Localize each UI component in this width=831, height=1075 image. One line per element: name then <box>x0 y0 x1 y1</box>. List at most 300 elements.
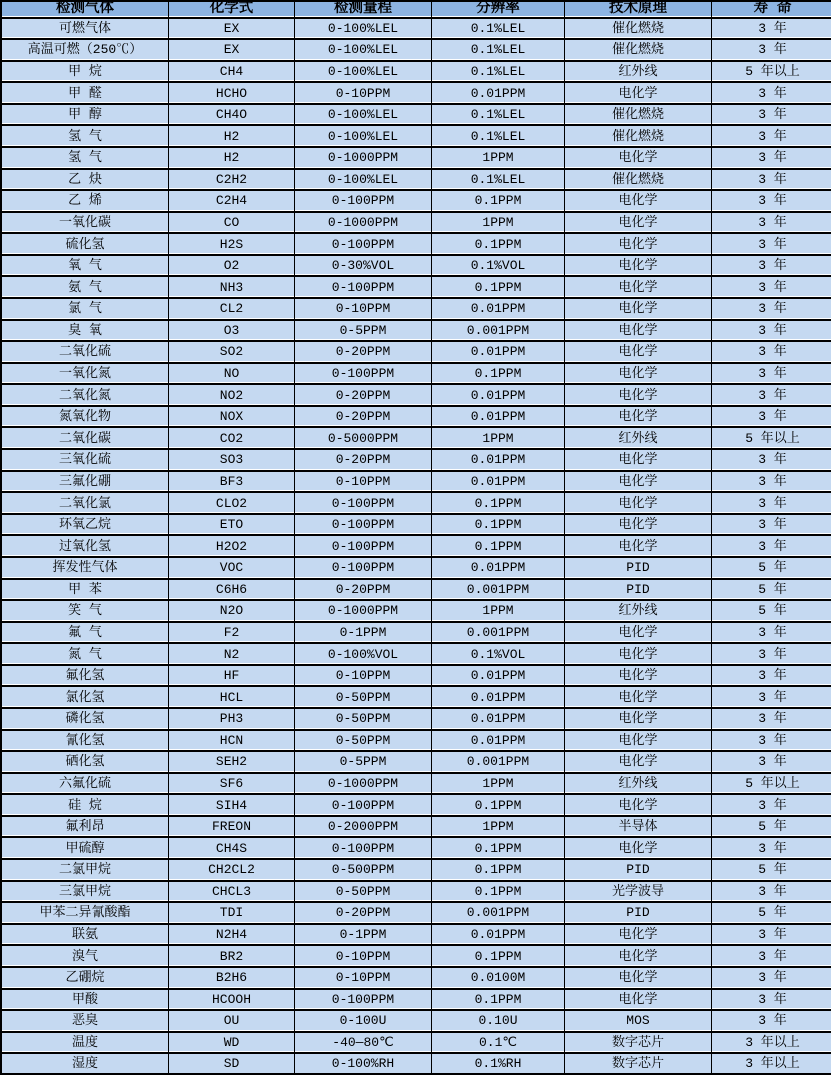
cell-gas-name: 六氟化硫 <box>2 774 169 796</box>
cell-resolution: 0.1PPM <box>432 493 565 515</box>
cell-detection-range: 0-50PPM <box>295 731 432 753</box>
cell-lifespan: 3 年 <box>712 299 831 321</box>
cell-technology: 电化学 <box>565 687 712 709</box>
cell-technology: 催化燃烧 <box>565 105 712 127</box>
cell-lifespan: 3 年 <box>712 321 831 343</box>
cell-resolution: 0.001PPM <box>432 623 565 645</box>
cell-lifespan: 3 年 <box>712 407 831 429</box>
table-row <box>2 126 831 148</box>
cell-chemical-formula: CH2CL2 <box>169 860 295 882</box>
table-row <box>2 364 831 386</box>
cell-detection-range: 0-100%LEL <box>295 170 432 192</box>
cell-lifespan: 3 年 <box>712 795 831 817</box>
cell-detection-range: 0-100PPM <box>295 795 432 817</box>
cell-technology: 电化学 <box>565 277 712 299</box>
cell-lifespan: 3 年 <box>712 385 831 407</box>
cell-lifespan: 3 年 <box>712 1011 831 1033</box>
column-header-gas-name: 检测气体 <box>2 2 169 19</box>
cell-technology: PID <box>565 860 712 882</box>
table-row <box>2 817 831 839</box>
cell-gas-name: 氮 气 <box>2 644 169 666</box>
cell-gas-name: 氨 气 <box>2 277 169 299</box>
cell-resolution: 0.1℃ <box>432 1033 565 1055</box>
cell-lifespan: 3 年 <box>712 990 831 1012</box>
cell-technology: 电化学 <box>565 364 712 386</box>
cell-chemical-formula: F2 <box>169 623 295 645</box>
cell-chemical-formula: CO <box>169 213 295 235</box>
cell-gas-name: 挥发性气体 <box>2 558 169 580</box>
cell-chemical-formula: EX <box>169 19 295 41</box>
cell-technology: 电化学 <box>565 213 712 235</box>
cell-chemical-formula: N2H4 <box>169 925 295 947</box>
cell-lifespan: 3 年 <box>712 666 831 688</box>
cell-gas-name: 氟化氢 <box>2 666 169 688</box>
cell-gas-name: 氢 气 <box>2 126 169 148</box>
cell-technology: 红外线 <box>565 62 712 84</box>
cell-lifespan: 3 年 <box>712 191 831 213</box>
table-row <box>2 1011 831 1033</box>
cell-detection-range: 0-100%LEL <box>295 40 432 62</box>
cell-detection-range: 0-10PPM <box>295 83 432 105</box>
table-row <box>2 40 831 62</box>
cell-resolution: 0.1%LEL <box>432 105 565 127</box>
cell-lifespan: 3 年 <box>712 213 831 235</box>
cell-lifespan: 3 年 <box>712 731 831 753</box>
cell-gas-name: 恶臭 <box>2 1011 169 1033</box>
cell-technology: 催化燃烧 <box>565 40 712 62</box>
cell-gas-name: 臭 氧 <box>2 321 169 343</box>
cell-lifespan: 3 年 <box>712 364 831 386</box>
cell-technology: 电化学 <box>565 299 712 321</box>
table-body <box>2 19 831 1074</box>
cell-resolution: 0.1PPM <box>432 234 565 256</box>
table-row <box>2 321 831 343</box>
cell-resolution: 0.01PPM <box>432 731 565 753</box>
cell-detection-range: 0-20PPM <box>295 342 432 364</box>
cell-resolution: 1PPM <box>432 148 565 170</box>
cell-chemical-formula: NH3 <box>169 277 295 299</box>
cell-chemical-formula: N2O <box>169 601 295 623</box>
cell-resolution: 0.1%LEL <box>432 40 565 62</box>
cell-chemical-formula: N2 <box>169 644 295 666</box>
table-row <box>2 731 831 753</box>
cell-chemical-formula: CH4O <box>169 105 295 127</box>
cell-chemical-formula: TDI <box>169 903 295 925</box>
column-header-detection-range: 检测量程 <box>295 2 432 19</box>
cell-chemical-formula: SO2 <box>169 342 295 364</box>
cell-detection-range: 0-10PPM <box>295 299 432 321</box>
cell-technology: PID <box>565 903 712 925</box>
cell-technology: 电化学 <box>565 990 712 1012</box>
table-row <box>2 256 831 278</box>
cell-resolution: 1PPM <box>432 428 565 450</box>
table-row <box>2 860 831 882</box>
cell-detection-range: -40—80℃ <box>295 1033 432 1055</box>
table-row <box>2 838 831 860</box>
cell-detection-range: 0-100PPM <box>295 277 432 299</box>
table-row <box>2 1054 831 1073</box>
cell-lifespan: 3 年 <box>712 170 831 192</box>
table-row <box>2 407 831 429</box>
cell-chemical-formula: PH3 <box>169 709 295 731</box>
cell-resolution: 0.1%VOL <box>432 256 565 278</box>
cell-technology: 电化学 <box>565 925 712 947</box>
cell-resolution: 0.001PPM <box>432 752 565 774</box>
cell-chemical-formula: CHCL3 <box>169 882 295 904</box>
cell-chemical-formula: C2H4 <box>169 191 295 213</box>
cell-technology: 电化学 <box>565 666 712 688</box>
cell-chemical-formula: EX <box>169 40 295 62</box>
cell-resolution: 0.001PPM <box>432 903 565 925</box>
cell-technology: 红外线 <box>565 601 712 623</box>
cell-resolution: 0.1PPM <box>432 838 565 860</box>
cell-chemical-formula: H2 <box>169 148 295 170</box>
cell-technology: PID <box>565 580 712 602</box>
cell-gas-name: 甲 醛 <box>2 83 169 105</box>
cell-detection-range: 0-100%RH <box>295 1054 432 1073</box>
cell-resolution: 0.1PPM <box>432 860 565 882</box>
cell-technology: 电化学 <box>565 234 712 256</box>
cell-gas-name: 一氧化碳 <box>2 213 169 235</box>
cell-lifespan: 3 年 <box>712 515 831 537</box>
column-header-chemical-formula: 化学式 <box>169 2 295 19</box>
cell-technology: 电化学 <box>565 493 712 515</box>
cell-gas-name: 硫化氢 <box>2 234 169 256</box>
cell-resolution: 0.1PPM <box>432 364 565 386</box>
cell-lifespan: 3 年 <box>712 277 831 299</box>
cell-technology: 电化学 <box>565 148 712 170</box>
cell-gas-name: 笑 气 <box>2 601 169 623</box>
cell-lifespan: 3 年 <box>712 105 831 127</box>
table-row <box>2 795 831 817</box>
cell-detection-range: 0-100%LEL <box>295 62 432 84</box>
table-row <box>2 946 831 968</box>
cell-gas-name: 联氨 <box>2 925 169 947</box>
cell-lifespan: 3 年 <box>712 40 831 62</box>
cell-lifespan: 3 年 <box>712 925 831 947</box>
cell-resolution: 0.1PPM <box>432 191 565 213</box>
cell-technology: 电化学 <box>565 968 712 990</box>
cell-lifespan: 3 年 <box>712 450 831 472</box>
cell-gas-name: 过氧化氢 <box>2 536 169 558</box>
cell-technology: 电化学 <box>565 515 712 537</box>
cell-resolution: 0.01PPM <box>432 558 565 580</box>
cell-gas-name: 乙 炔 <box>2 170 169 192</box>
cell-chemical-formula: ETO <box>169 515 295 537</box>
cell-resolution: 0.1%LEL <box>432 170 565 192</box>
cell-lifespan: 3 年 <box>712 946 831 968</box>
cell-technology: 电化学 <box>565 795 712 817</box>
cell-lifespan: 3 年 <box>712 644 831 666</box>
cell-gas-name: 磷化氢 <box>2 709 169 731</box>
cell-resolution: 0.0100M <box>432 968 565 990</box>
cell-detection-range: 0-100PPM <box>295 990 432 1012</box>
cell-resolution: 1PPM <box>432 213 565 235</box>
cell-resolution: 0.01PPM <box>432 666 565 688</box>
cell-technology: 电化学 <box>565 83 712 105</box>
cell-chemical-formula: CH4 <box>169 62 295 84</box>
cell-resolution: 0.1PPM <box>432 277 565 299</box>
cell-technology: 红外线 <box>565 774 712 796</box>
cell-detection-range: 0-100PPM <box>295 515 432 537</box>
cell-chemical-formula: HCL <box>169 687 295 709</box>
table-row <box>2 213 831 235</box>
cell-chemical-formula: BF3 <box>169 472 295 494</box>
cell-lifespan: 3 年 <box>712 256 831 278</box>
cell-gas-name: 乙硼烷 <box>2 968 169 990</box>
cell-technology: 半导体 <box>565 817 712 839</box>
cell-gas-name: 甲 醇 <box>2 105 169 127</box>
cell-detection-range: 0-5PPM <box>295 752 432 774</box>
cell-gas-name: 硒化氢 <box>2 752 169 774</box>
cell-gas-name: 二氧化硫 <box>2 342 169 364</box>
cell-lifespan: 3 年 <box>712 623 831 645</box>
cell-gas-name: 湿度 <box>2 1054 169 1073</box>
cell-gas-name: 氯化氢 <box>2 687 169 709</box>
cell-gas-name: 二氧化氯 <box>2 493 169 515</box>
cell-lifespan: 3 年 <box>712 472 831 494</box>
column-header-resolution: 分辨率 <box>432 2 565 19</box>
cell-detection-range: 0-1PPM <box>295 925 432 947</box>
cell-technology: 电化学 <box>565 752 712 774</box>
table-row <box>2 299 831 321</box>
cell-chemical-formula: H2 <box>169 126 295 148</box>
cell-resolution: 0.1PPM <box>432 795 565 817</box>
cell-chemical-formula: SIH4 <box>169 795 295 817</box>
cell-chemical-formula: HCHO <box>169 83 295 105</box>
table-row <box>2 385 831 407</box>
cell-resolution: 0.10U <box>432 1011 565 1033</box>
column-header-technology: 技术原理 <box>565 2 712 19</box>
cell-gas-name: 氯 气 <box>2 299 169 321</box>
cell-chemical-formula: SEH2 <box>169 752 295 774</box>
cell-detection-range: 0-10PPM <box>295 666 432 688</box>
table-row <box>2 515 831 537</box>
table-row <box>2 925 831 947</box>
cell-detection-range: 0-20PPM <box>295 407 432 429</box>
cell-resolution: 0.1%LEL <box>432 19 565 41</box>
cell-lifespan: 3 年以上 <box>712 1033 831 1055</box>
cell-lifespan: 5 年 <box>712 903 831 925</box>
cell-technology: 电化学 <box>565 623 712 645</box>
table-row <box>2 774 831 796</box>
cell-lifespan: 5 年 <box>712 860 831 882</box>
cell-chemical-formula: CL2 <box>169 299 295 321</box>
cell-detection-range: 0-20PPM <box>295 903 432 925</box>
cell-detection-range: 0-1000PPM <box>295 213 432 235</box>
cell-technology: 电化学 <box>565 256 712 278</box>
table-row <box>2 105 831 127</box>
cell-gas-name: 二氧化氮 <box>2 385 169 407</box>
cell-chemical-formula: NO <box>169 364 295 386</box>
cell-lifespan: 5 年以上 <box>712 774 831 796</box>
cell-lifespan: 3 年 <box>712 148 831 170</box>
cell-resolution: 0.01PPM <box>432 299 565 321</box>
cell-resolution: 0.01PPM <box>432 709 565 731</box>
cell-technology: 电化学 <box>565 191 712 213</box>
cell-gas-name: 甲硫醇 <box>2 838 169 860</box>
cell-chemical-formula: CO2 <box>169 428 295 450</box>
cell-detection-range: 0-10PPM <box>295 472 432 494</box>
cell-resolution: 1PPM <box>432 774 565 796</box>
cell-detection-range: 0-30%VOL <box>295 256 432 278</box>
cell-gas-name: 氟利昂 <box>2 817 169 839</box>
cell-lifespan: 3 年 <box>712 19 831 41</box>
cell-gas-name: 氢 气 <box>2 148 169 170</box>
cell-gas-name: 乙 烯 <box>2 191 169 213</box>
cell-gas-name: 高温可燃（250℃） <box>2 40 169 62</box>
table-row <box>2 903 831 925</box>
cell-chemical-formula: HCOOH <box>169 990 295 1012</box>
cell-technology: 电化学 <box>565 644 712 666</box>
cell-gas-name: 甲酸 <box>2 990 169 1012</box>
cell-lifespan: 5 年以上 <box>712 428 831 450</box>
table-row <box>2 536 831 558</box>
cell-resolution: 0.01PPM <box>432 450 565 472</box>
cell-detection-range: 0-100PPM <box>295 838 432 860</box>
cell-detection-range: 0-1000PPM <box>295 601 432 623</box>
cell-detection-range: 0-20PPM <box>295 580 432 602</box>
table-row <box>2 493 831 515</box>
cell-lifespan: 3 年 <box>712 709 831 731</box>
cell-lifespan: 3 年以上 <box>712 1054 831 1073</box>
cell-detection-range: 0-50PPM <box>295 882 432 904</box>
table-row <box>2 234 831 256</box>
table-row <box>2 990 831 1012</box>
table-row <box>2 558 831 580</box>
table-row <box>2 882 831 904</box>
cell-resolution: 0.01PPM <box>432 407 565 429</box>
table-row <box>2 1033 831 1055</box>
cell-chemical-formula: O3 <box>169 321 295 343</box>
cell-resolution: 0.01PPM <box>432 925 565 947</box>
cell-resolution: 0.1PPM <box>432 536 565 558</box>
cell-gas-name: 三氟化硼 <box>2 472 169 494</box>
table-row <box>2 19 831 41</box>
table-row <box>2 580 831 602</box>
table-row <box>2 83 831 105</box>
cell-detection-range: 0-5000PPM <box>295 428 432 450</box>
cell-lifespan: 3 年 <box>712 838 831 860</box>
cell-technology: 电化学 <box>565 838 712 860</box>
table-row <box>2 709 831 731</box>
cell-chemical-formula: C6H6 <box>169 580 295 602</box>
cell-gas-name: 溴气 <box>2 946 169 968</box>
cell-lifespan: 5 年 <box>712 601 831 623</box>
cell-detection-range: 0-100PPM <box>295 536 432 558</box>
cell-gas-name: 三氧化硫 <box>2 450 169 472</box>
cell-chemical-formula: FREON <box>169 817 295 839</box>
cell-detection-range: 0-100PPM <box>295 558 432 580</box>
cell-technology: 电化学 <box>565 385 712 407</box>
cell-resolution: 0.01PPM <box>432 83 565 105</box>
cell-technology: 数字芯片 <box>565 1054 712 1073</box>
table-row <box>2 623 831 645</box>
cell-detection-range: 0-2000PPM <box>295 817 432 839</box>
cell-resolution: 0.1PPM <box>432 946 565 968</box>
cell-detection-range: 0-100PPM <box>295 364 432 386</box>
cell-resolution: 0.1%RH <box>432 1054 565 1073</box>
cell-lifespan: 5 年以上 <box>712 62 831 84</box>
cell-detection-range: 0-20PPM <box>295 385 432 407</box>
cell-technology: MOS <box>565 1011 712 1033</box>
cell-resolution: 0.1%LEL <box>432 126 565 148</box>
table-row <box>2 666 831 688</box>
table-row <box>2 277 831 299</box>
cell-technology: 电化学 <box>565 731 712 753</box>
cell-lifespan: 3 年 <box>712 234 831 256</box>
table-row <box>2 428 831 450</box>
cell-chemical-formula: C2H2 <box>169 170 295 192</box>
cell-lifespan: 3 年 <box>712 342 831 364</box>
cell-lifespan: 3 年 <box>712 493 831 515</box>
cell-chemical-formula: CH4S <box>169 838 295 860</box>
cell-gas-name: 硅 烷 <box>2 795 169 817</box>
cell-detection-range: 0-1000PPM <box>295 148 432 170</box>
cell-chemical-formula: SO3 <box>169 450 295 472</box>
cell-lifespan: 3 年 <box>712 83 831 105</box>
cell-lifespan: 3 年 <box>712 536 831 558</box>
cell-gas-name: 二氧化碳 <box>2 428 169 450</box>
cell-detection-range: 0-100PPM <box>295 191 432 213</box>
cell-resolution: 1PPM <box>432 817 565 839</box>
cell-resolution: 0.001PPM <box>432 580 565 602</box>
cell-chemical-formula: HF <box>169 666 295 688</box>
cell-technology: 催化燃烧 <box>565 170 712 192</box>
cell-detection-range: 0-100PPM <box>295 493 432 515</box>
cell-gas-name: 可燃气体 <box>2 19 169 41</box>
table-row <box>2 148 831 170</box>
cell-technology: 电化学 <box>565 407 712 429</box>
cell-chemical-formula: OU <box>169 1011 295 1033</box>
cell-gas-name: 甲 烷 <box>2 62 169 84</box>
table-row <box>2 62 831 84</box>
cell-chemical-formula: HCN <box>169 731 295 753</box>
cell-detection-range: 0-20PPM <box>295 450 432 472</box>
cell-lifespan: 5 年 <box>712 558 831 580</box>
table-row <box>2 687 831 709</box>
cell-lifespan: 3 年 <box>712 968 831 990</box>
table-row <box>2 450 831 472</box>
cell-lifespan: 3 年 <box>712 687 831 709</box>
cell-chemical-formula: B2H6 <box>169 968 295 990</box>
cell-detection-range: 0-10PPM <box>295 968 432 990</box>
cell-gas-name: 氰化氢 <box>2 731 169 753</box>
cell-technology: PID <box>565 558 712 580</box>
cell-resolution: 0.1%LEL <box>432 62 565 84</box>
cell-technology: 红外线 <box>565 428 712 450</box>
cell-chemical-formula: NOX <box>169 407 295 429</box>
cell-chemical-formula: SF6 <box>169 774 295 796</box>
cell-detection-range: 0-10PPM <box>295 946 432 968</box>
cell-resolution: 0.01PPM <box>432 342 565 364</box>
cell-technology: 电化学 <box>565 321 712 343</box>
cell-technology: 电化学 <box>565 450 712 472</box>
cell-detection-range: 0-100%LEL <box>295 126 432 148</box>
cell-lifespan: 3 年 <box>712 126 831 148</box>
cell-lifespan: 3 年 <box>712 752 831 774</box>
cell-detection-range: 0-1PPM <box>295 623 432 645</box>
cell-gas-name: 氧 气 <box>2 256 169 278</box>
cell-technology: 电化学 <box>565 472 712 494</box>
cell-resolution: 0.1%VOL <box>432 644 565 666</box>
cell-lifespan: 5 年 <box>712 580 831 602</box>
cell-gas-name: 环氧乙烷 <box>2 515 169 537</box>
cell-technology: 催化燃烧 <box>565 19 712 41</box>
cell-resolution: 0.01PPM <box>432 385 565 407</box>
cell-resolution: 0.1PPM <box>432 515 565 537</box>
cell-detection-range: 0-50PPM <box>295 709 432 731</box>
